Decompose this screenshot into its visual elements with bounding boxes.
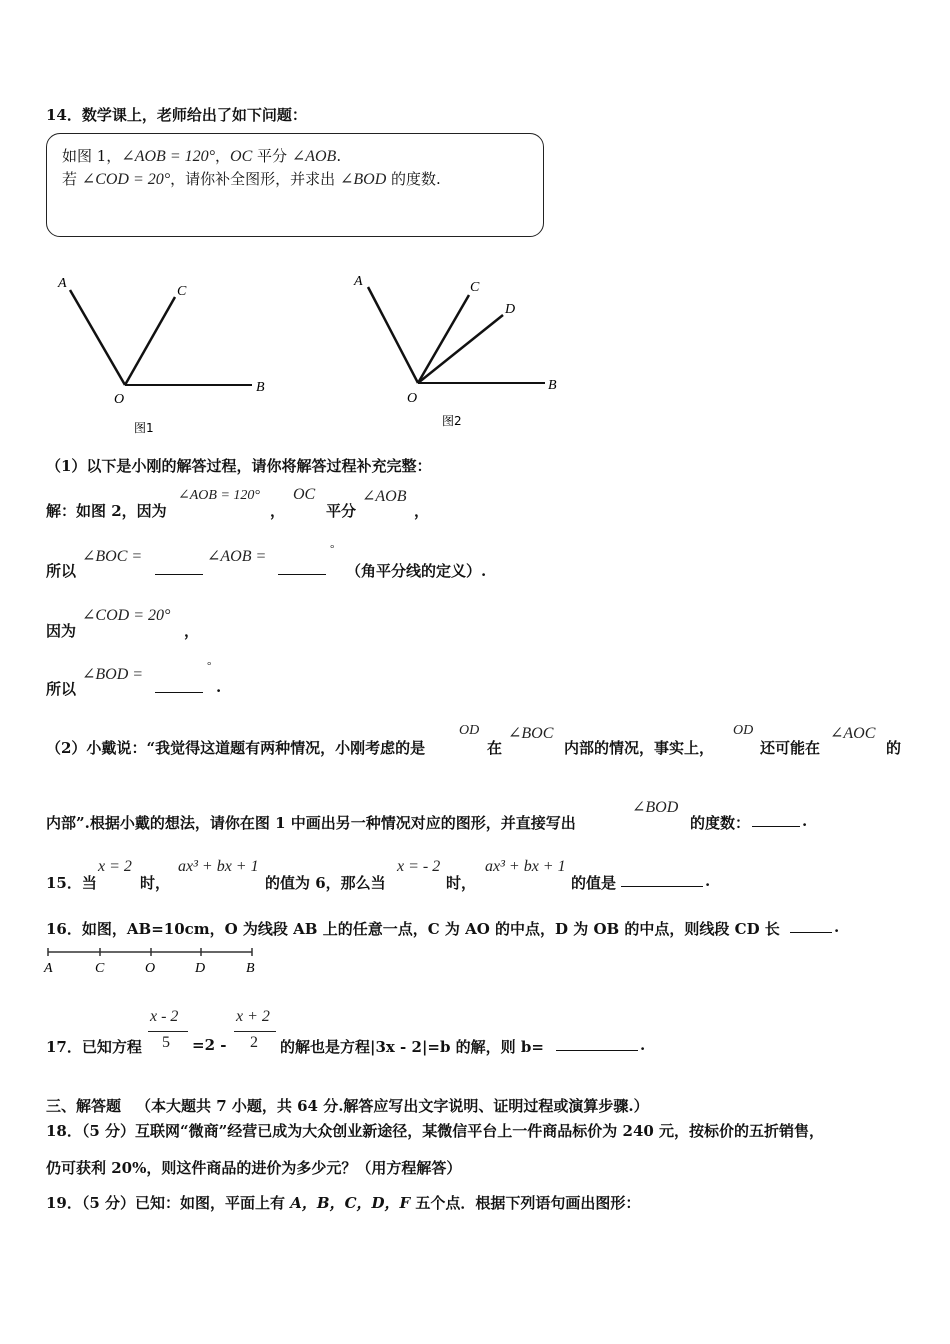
blank-aob[interactable] (278, 562, 326, 575)
q15-end-b: . (705, 872, 711, 890)
q15-expr1: ax³ + bx + 1 (178, 858, 259, 875)
q17-eq: =2 - (192, 1036, 227, 1054)
part2-a: （2）小戴说：“我觉得这道题有两种情况，小刚考虑的是 (46, 739, 426, 757)
point-o: O (145, 961, 156, 975)
q15-end-a: 的值是 (571, 874, 617, 892)
box-text: ， (215, 147, 231, 165)
figure-2 (340, 265, 580, 440)
label-a: A (354, 274, 363, 289)
q16-end: . (834, 918, 840, 936)
blank-bod[interactable] (155, 680, 203, 693)
q18-line1: 18．（5 分）互联网“微商”经营已成为大众创业新途径，某微信平台上一件商品标价为 240 元，按标价的五折销售， (46, 1122, 825, 1140)
box-text: 的度数. (386, 170, 441, 188)
sol-line2-b: ∠AOB = (207, 548, 267, 565)
q17-pre: 17．已知方程 (46, 1038, 142, 1056)
q17-answer-blank[interactable] (556, 1038, 638, 1051)
point-d: D (195, 961, 206, 975)
label-b: B (256, 380, 265, 395)
box-math: ∠BOD (339, 171, 387, 188)
label-d: D (505, 302, 516, 317)
box-math: ∠AOB = 120° (121, 148, 216, 165)
fig1-caption: 图1 (134, 421, 154, 435)
box-math: OC (230, 148, 253, 165)
label-b: B (548, 378, 557, 393)
q15-expr2: ax³ + bx + 1 (485, 858, 566, 875)
label-c: C (177, 284, 187, 299)
section3-note: （本大题共 7 小题，共 64 分.解答应写出文字说明、证明过程或演算步骤.） (136, 1097, 649, 1115)
box-text: . (336, 147, 342, 165)
point-b: B (246, 961, 255, 975)
q15-answer-blank[interactable] (621, 874, 703, 887)
q17-post: 的解也是方程|3x - 2|=b 的解，则 b= (280, 1038, 544, 1056)
part2-od: OD (459, 723, 480, 738)
ray-oc (125, 297, 175, 385)
sol-line4-pre: 所以 (46, 680, 77, 698)
sol-line2-deg: ° (330, 543, 335, 555)
q19-post: 五个点．根据下列语句画出图形： (410, 1194, 641, 1212)
ray-od (418, 315, 503, 383)
q19-pre: 19．（5 分）已知：如图，平面上有 (46, 1194, 291, 1212)
point-a: A (44, 961, 53, 975)
section3-title: 三、解答题 (46, 1097, 122, 1115)
sol-line3-angle: ∠COD = 20° (82, 607, 171, 624)
sol-line1-angle2: ∠AOB (362, 488, 407, 505)
sol-line1-pre: 解：如图 2，因为 (46, 502, 167, 520)
q16-text: 16．如图，AB=10cm，O 为线段 AB 上的任意一点，C 为 AO 的中点，D 为 OB 的中点，则线段 CD 长 (46, 920, 780, 938)
q17-num1: x - 2 (150, 1008, 179, 1025)
box-math: ∠COD = 20° (81, 171, 171, 188)
q15-x1: x = 2 (98, 858, 132, 875)
q18-line2: 仍可获利 20%，则这件商品的进价为多少元？（用方程解答） (46, 1159, 462, 1177)
part2-bod: ∠BOD (632, 799, 679, 816)
sol-line3-end: ， (184, 622, 200, 640)
q17-num2: x + 2 (236, 1008, 270, 1025)
q17-den1: 5 (162, 1034, 170, 1051)
part2-d: 的 (886, 739, 902, 757)
ray-oa (368, 287, 418, 383)
box-line-1 (62, 145, 341, 166)
figure-1 (40, 265, 290, 440)
label-c: C (470, 280, 480, 295)
part2-aoc: ∠AOC (830, 725, 876, 742)
part2-line2-a: 内部”.根据小戴的想法，请你在图 1 中画出另一种情况对应的图形，并直接写出 (46, 814, 576, 832)
q19-line (46, 1192, 640, 1213)
part2-b: 内部的情况，事实上， (564, 739, 715, 757)
q15-mid: 的值为 6，那么当 (265, 874, 386, 892)
label-a: A (58, 276, 67, 291)
box-math: ∠AOB (291, 148, 337, 165)
sol-line3-pre: 因为 (46, 622, 77, 640)
label-o: O (114, 392, 125, 407)
q16-answer-blank[interactable] (790, 920, 832, 933)
part2-c: 还可能在 (760, 739, 821, 757)
q15-pre: 15．当 (46, 874, 97, 892)
sol-line4-angle: ∠BOD = (82, 666, 144, 683)
sol-line2-pre: 所以 (46, 562, 77, 580)
box-text: 平分 (252, 147, 292, 165)
q14-title: 14．数学课上，老师给出了如下问题： (46, 106, 307, 124)
sol-line1-angle: ∠AOB = 120° (178, 488, 260, 503)
sol-line1-comma: ， (270, 502, 286, 520)
sol-line2-end: （角平分线的定义）. (346, 562, 487, 580)
q17-end: . (640, 1036, 646, 1054)
part2-od2: OD (733, 723, 754, 738)
fraction-bar-1 (148, 1031, 188, 1032)
sol-line1-end: ， (414, 502, 430, 520)
fraction-bar-2 (234, 1031, 276, 1032)
label-o: O (407, 391, 418, 406)
sol-line4-end: . (216, 678, 222, 696)
q16-segment-figure (40, 943, 270, 975)
q15-x2: x = - 2 (397, 858, 441, 875)
part1-title: （1）以下是小刚的解答过程，请你将解答过程补充完整： (46, 457, 432, 475)
point-c: C (95, 961, 105, 975)
box-text: 若 (62, 170, 82, 188)
blank-bod-2[interactable] (752, 814, 800, 827)
q15-when1: 时， (140, 874, 171, 892)
sol-line4-deg: ° (207, 660, 212, 672)
blank-boc[interactable] (155, 562, 203, 575)
ray-oc (418, 295, 469, 383)
box-text: 如图 1， (62, 147, 122, 165)
fig2-caption: 图2 (442, 414, 462, 428)
q15-when2: 时， (446, 874, 477, 892)
ray-oa (70, 290, 125, 385)
part2-line2-end: . (802, 812, 808, 830)
q19-points: A，B，C，D，F (290, 1194, 411, 1212)
sol-line1-mid: 平分 (326, 502, 357, 520)
box-text: ，请你补全图形，并求出 (170, 170, 340, 188)
part2-in: 在 (487, 739, 503, 757)
box-line-2 (62, 168, 441, 189)
part2-boc: ∠BOC (508, 725, 554, 742)
q17-den2: 2 (250, 1034, 258, 1051)
sol-line2-a: ∠BOC = (82, 548, 143, 565)
sol-line1-oc: OC (293, 486, 316, 503)
part2-line2-b: 的度数： (690, 814, 751, 832)
